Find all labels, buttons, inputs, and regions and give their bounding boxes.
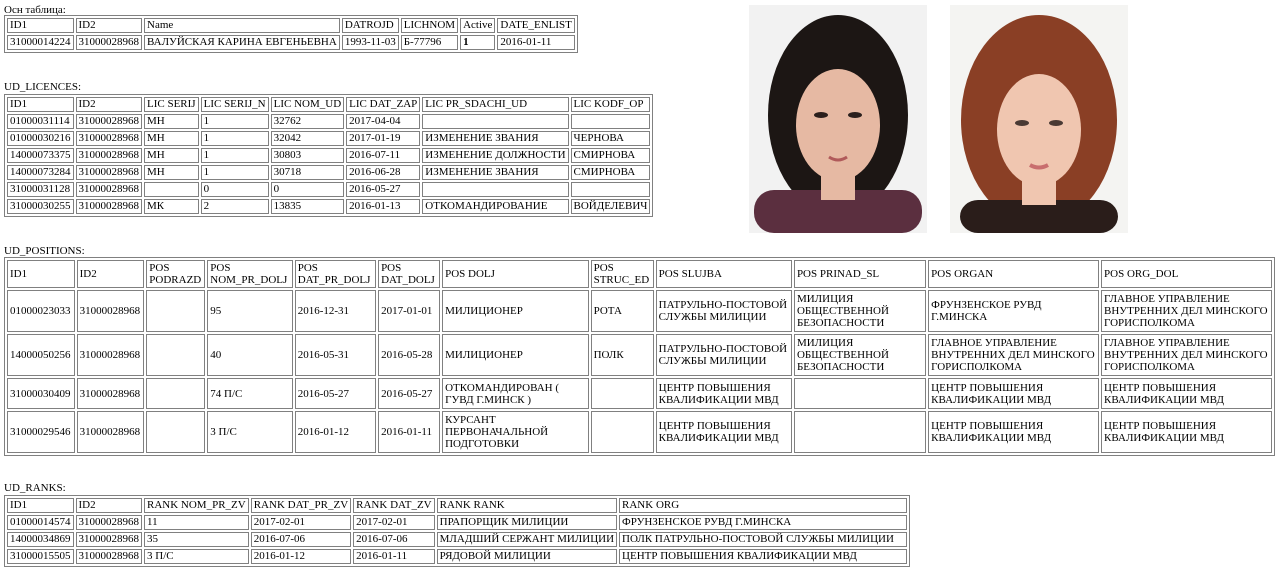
table-cell: МИЛИЦИОНЕР <box>442 290 588 332</box>
table-row <box>7 35 575 50</box>
table-cell: 2017-02-01 <box>353 515 434 530</box>
table-cell: 2016-01-12 <box>295 411 376 453</box>
table-cell: МИЛИЦИЯ ОБЩЕСТВЕННОЙ БЕЗОПАСНОСТИ <box>794 334 926 376</box>
table-cell: 14000073375 <box>7 148 74 163</box>
table-cell: 2016-05-28 <box>378 334 440 376</box>
table-cell: ЦЕНТР ПОВЫШЕНИЯ КВАЛИФИКАЦИИ МВД <box>1101 378 1272 409</box>
table-cell: ОТКОМАНДИРОВАНИЕ <box>422 199 568 214</box>
table-cell: ЦЕНТР ПОВЫШЕНИЯ КВАЛИФИКАЦИИ МВД <box>656 378 792 409</box>
ranks-table <box>4 495 910 567</box>
table-cell: 31000028968 <box>76 35 143 50</box>
table-cell: 32042 <box>271 131 345 146</box>
column-header: ID2 <box>77 260 145 288</box>
column-header: ID1 <box>7 18 74 33</box>
table-cell: 32762 <box>271 114 345 129</box>
table-row <box>7 290 1272 332</box>
table-cell: 01000030216 <box>7 131 74 146</box>
table-cell: ЦЕНТР ПОВЫШЕНИЯ КВАЛИФИКАЦИИ МВД <box>656 411 792 453</box>
column-header: LIC KODF_OP <box>571 97 651 112</box>
table-cell: 01000031114 <box>7 114 74 129</box>
table-cell: 3 П/С <box>207 411 292 453</box>
table-row <box>7 131 650 146</box>
table-cell: 31000015505 <box>7 549 74 564</box>
column-header: RANK NOM_PR_ZV <box>144 498 249 513</box>
table-cell: 11 <box>144 515 249 530</box>
column-header: ID1 <box>7 260 75 288</box>
table-cell: ПОЛК <box>591 334 654 376</box>
column-header: ID1 <box>7 97 74 112</box>
table-cell: ФРУНЗЕНСКОЕ РУВД Г.МИНСКА <box>619 515 907 530</box>
table-cell: ПРАПОРЩИК МИЛИЦИИ <box>437 515 617 530</box>
table-cell <box>422 182 568 197</box>
main-table <box>4 15 578 53</box>
table-cell: ИЗМЕНЕНИЕ ДОЛЖНОСТИ <box>422 148 568 163</box>
column-header: POS NOM_PR_DOLJ <box>207 260 292 288</box>
column-header: POS SLUJBA <box>656 260 792 288</box>
table-row <box>7 114 650 129</box>
table-cell: МЛАДШИЙ СЕРЖАНТ МИЛИЦИИ <box>437 532 617 547</box>
table-cell: 2016-07-06 <box>353 532 434 547</box>
table-cell: 31000028968 <box>76 165 143 180</box>
table-cell: МИЛИЦИЯ ОБЩЕСТВЕННОЙ БЕЗОПАСНОСТИ <box>794 290 926 332</box>
table-cell: 01000023033 <box>7 290 75 332</box>
table-cell: Б-77796 <box>401 35 458 50</box>
table-cell: 14000034869 <box>7 532 74 547</box>
positions-title: UD_POSITIONS: <box>4 245 85 257</box>
table-cell <box>146 378 205 409</box>
table-cell: 14000073284 <box>7 165 74 180</box>
table-cell <box>794 378 926 409</box>
table-cell: 2016-12-31 <box>295 290 376 332</box>
table-cell: ФРУНЗЕНСКОЕ РУВД Г.МИНСКА <box>928 290 1099 332</box>
table-cell: 1 <box>460 35 495 50</box>
table-cell: 30803 <box>271 148 345 163</box>
column-header: ID2 <box>76 498 143 513</box>
column-header: RANK RANK <box>437 498 617 513</box>
table-row <box>7 411 1272 453</box>
table-cell: 2016-07-06 <box>251 532 351 547</box>
table-cell: ВАЛУЙСКАЯ КАРИНА ЕВГЕНЬЕВНА <box>144 35 340 50</box>
table-cell <box>146 334 205 376</box>
table-cell: 35 <box>144 532 249 547</box>
table-cell: 2016-01-13 <box>346 199 420 214</box>
table-cell: 0 <box>271 182 345 197</box>
table-row <box>7 182 650 197</box>
table-cell: 01000014574 <box>7 515 74 530</box>
table-cell: 2016-01-11 <box>353 549 434 564</box>
column-header: LIC PR_SDACHI_UD <box>422 97 568 112</box>
table-cell: КУРСАНТ ПЕРВОНАЧАЛЬНОЙ ПОДГОТОВКИ <box>442 411 588 453</box>
table-cell: 3 П/С <box>144 549 249 564</box>
table-cell: РОТА <box>591 290 654 332</box>
table-cell: ГЛАВНОЕ УПРАВЛЕНИЕ ВНУТРЕННИХ ДЕЛ МИНСКОГО ГОРИСПОЛКОМА <box>1101 334 1272 376</box>
table-cell: 31000029546 <box>7 411 75 453</box>
table-cell: 30718 <box>271 165 345 180</box>
table-cell <box>591 411 654 453</box>
table-cell: ИЗМЕНЕНИЕ ЗВАНИЯ <box>422 165 568 180</box>
table-cell <box>591 378 654 409</box>
table-cell <box>571 182 651 197</box>
table-row <box>7 148 650 163</box>
table-cell: 74 П/С <box>207 378 292 409</box>
column-header: LIC SERIJ <box>144 97 199 112</box>
column-header: POS ORG_DOL <box>1101 260 1272 288</box>
table-cell: 31000028968 <box>77 290 145 332</box>
column-header: Name <box>144 18 340 33</box>
table-cell: 31000028968 <box>76 532 143 547</box>
table-row <box>7 549 907 564</box>
table-cell: СМИРНОВА <box>571 148 651 163</box>
table-cell: 1 <box>201 165 269 180</box>
table-cell: 31000014224 <box>7 35 74 50</box>
table-cell: 31000028968 <box>76 199 143 214</box>
table-cell: 31000028968 <box>77 334 145 376</box>
column-header: RANK ORG <box>619 498 907 513</box>
column-header: POS DAT_PR_DOLJ <box>295 260 376 288</box>
table-cell: 2016-05-27 <box>346 182 420 197</box>
column-header: POS DOLJ <box>442 260 588 288</box>
table-cell: МИЛИЦИОНЕР <box>442 334 588 376</box>
main-table-title: Осн таблица: <box>4 4 66 16</box>
table-cell: ПАТРУЛЬНО-ПОСТОВОЙ СЛУЖБЫ МИЛИЦИИ <box>656 290 792 332</box>
table-cell: 31000028968 <box>77 411 145 453</box>
table-cell: 1993-11-03 <box>342 35 399 50</box>
portrait-photo-2 <box>950 5 1128 233</box>
column-header: POS DAT_DOLJ <box>378 260 440 288</box>
table-cell: МН <box>144 148 199 163</box>
column-header: ID2 <box>76 97 143 112</box>
positions-header-row <box>7 260 1272 288</box>
column-header: Active <box>460 18 495 33</box>
column-header: LIC NOM_UD <box>271 97 345 112</box>
table-cell <box>794 411 926 453</box>
table-cell: 2016-05-31 <box>295 334 376 376</box>
main-header-row <box>7 18 575 33</box>
table-cell: ЦЕНТР ПОВЫШЕНИЯ КВАЛИФИКАЦИИ МВД <box>928 378 1099 409</box>
column-header: RANK DAT_PR_ZV <box>251 498 351 513</box>
table-cell: 2016-01-12 <box>251 549 351 564</box>
table-cell: МН <box>144 131 199 146</box>
table-cell <box>146 411 205 453</box>
positions-table <box>4 257 1275 456</box>
table-row <box>7 199 650 214</box>
table-cell: 2016-01-11 <box>378 411 440 453</box>
table-cell: 2 <box>201 199 269 214</box>
column-header: POS PRINAD_SL <box>794 260 926 288</box>
licences-table <box>4 94 653 217</box>
table-cell: ИЗМЕНЕНИЕ ЗВАНИЯ <box>422 131 568 146</box>
table-cell: 1 <box>201 148 269 163</box>
table-cell: ВОЙДЕЛЕВИЧ <box>571 199 651 214</box>
table-cell: 14000050256 <box>7 334 75 376</box>
table-cell: 2016-05-27 <box>295 378 376 409</box>
table-row <box>7 165 650 180</box>
table-row <box>7 515 907 530</box>
table-cell <box>422 114 568 129</box>
table-cell: 2017-02-01 <box>251 515 351 530</box>
table-cell: 1 <box>201 131 269 146</box>
column-header: LIC DAT_ZAP <box>346 97 420 112</box>
table-cell: ЦЕНТР ПОВЫШЕНИЯ КВАЛИФИКАЦИИ МВД <box>928 411 1099 453</box>
table-cell: МН <box>144 165 199 180</box>
table-cell: ЦЕНТР ПОВЫШЕНИЯ КВАЛИФИКАЦИИ МВД <box>619 549 907 564</box>
table-cell: 1 <box>201 114 269 129</box>
table-cell: 31000031128 <box>7 182 74 197</box>
table-cell: 2017-04-04 <box>346 114 420 129</box>
ranks-header-row <box>7 498 907 513</box>
table-cell: 40 <box>207 334 292 376</box>
licences-header-row <box>7 97 650 112</box>
column-header: DATE_ENLIST <box>497 18 575 33</box>
table-cell: 2016-06-28 <box>346 165 420 180</box>
table-cell: ПОЛК ПАТРУЛЬНО-ПОСТОВОЙ СЛУЖБЫ МИЛИЦИИ <box>619 532 907 547</box>
column-header: LICHNOM <box>401 18 458 33</box>
table-row <box>7 334 1272 376</box>
table-cell: ЧЕРНОВА <box>571 131 651 146</box>
table-cell: 0 <box>201 182 269 197</box>
table-cell: ГЛАВНОЕ УПРАВЛЕНИЕ ВНУТРЕННИХ ДЕЛ МИНСКОГО ГОРИСПОЛКОМА <box>928 334 1099 376</box>
table-row <box>7 532 907 547</box>
table-cell: ЦЕНТР ПОВЫШЕНИЯ КВАЛИФИКАЦИИ МВД <box>1101 411 1272 453</box>
table-cell: 31000028968 <box>77 378 145 409</box>
table-cell: 13835 <box>271 199 345 214</box>
table-cell: 95 <box>207 290 292 332</box>
table-cell: ПАТРУЛЬНО-ПОСТОВОЙ СЛУЖБЫ МИЛИЦИИ <box>656 334 792 376</box>
table-cell: РЯДОВОЙ МИЛИЦИИ <box>437 549 617 564</box>
table-cell: 31000028968 <box>76 182 143 197</box>
column-header: POS STRUC_ED <box>591 260 654 288</box>
column-header: LIC SERIJ_N <box>201 97 269 112</box>
table-cell: 2016-07-11 <box>346 148 420 163</box>
table-cell: 2016-05-27 <box>378 378 440 409</box>
table-cell: 31000030409 <box>7 378 75 409</box>
table-cell: 2017-01-19 <box>346 131 420 146</box>
column-header: RANK DAT_ZV <box>353 498 434 513</box>
table-cell: 31000028968 <box>76 114 143 129</box>
ranks-title: UD_RANKS: <box>4 482 66 494</box>
table-cell: 31000028968 <box>76 148 143 163</box>
table-cell <box>571 114 651 129</box>
table-cell: ГЛАВНОЕ УПРАВЛЕНИЕ ВНУТРЕННИХ ДЕЛ МИНСКОГО ГОРИСПОЛКОМА <box>1101 290 1272 332</box>
column-header: ID2 <box>76 18 143 33</box>
portrait-photo-1 <box>749 5 927 233</box>
table-cell: 31000030255 <box>7 199 74 214</box>
table-cell: СМИРНОВА <box>571 165 651 180</box>
table-cell: ОТКОМАНДИРОВАН ( ГУВД Г.МИНСК ) <box>442 378 588 409</box>
column-header: DATROJD <box>342 18 399 33</box>
table-cell <box>146 290 205 332</box>
column-header: POS ORGAN <box>928 260 1099 288</box>
table-cell <box>144 182 199 197</box>
table-cell: МН <box>144 114 199 129</box>
licences-title: UD_LICENCES: <box>4 81 81 93</box>
table-cell: МК <box>144 199 199 214</box>
column-header: POS PODRAZD <box>146 260 205 288</box>
table-cell: 31000028968 <box>76 549 143 564</box>
table-cell: 2017-01-01 <box>378 290 440 332</box>
table-cell: 31000028968 <box>76 515 143 530</box>
table-row <box>7 378 1272 409</box>
column-header: ID1 <box>7 498 74 513</box>
table-cell: 31000028968 <box>76 131 143 146</box>
table-cell: 2016-01-11 <box>497 35 575 50</box>
